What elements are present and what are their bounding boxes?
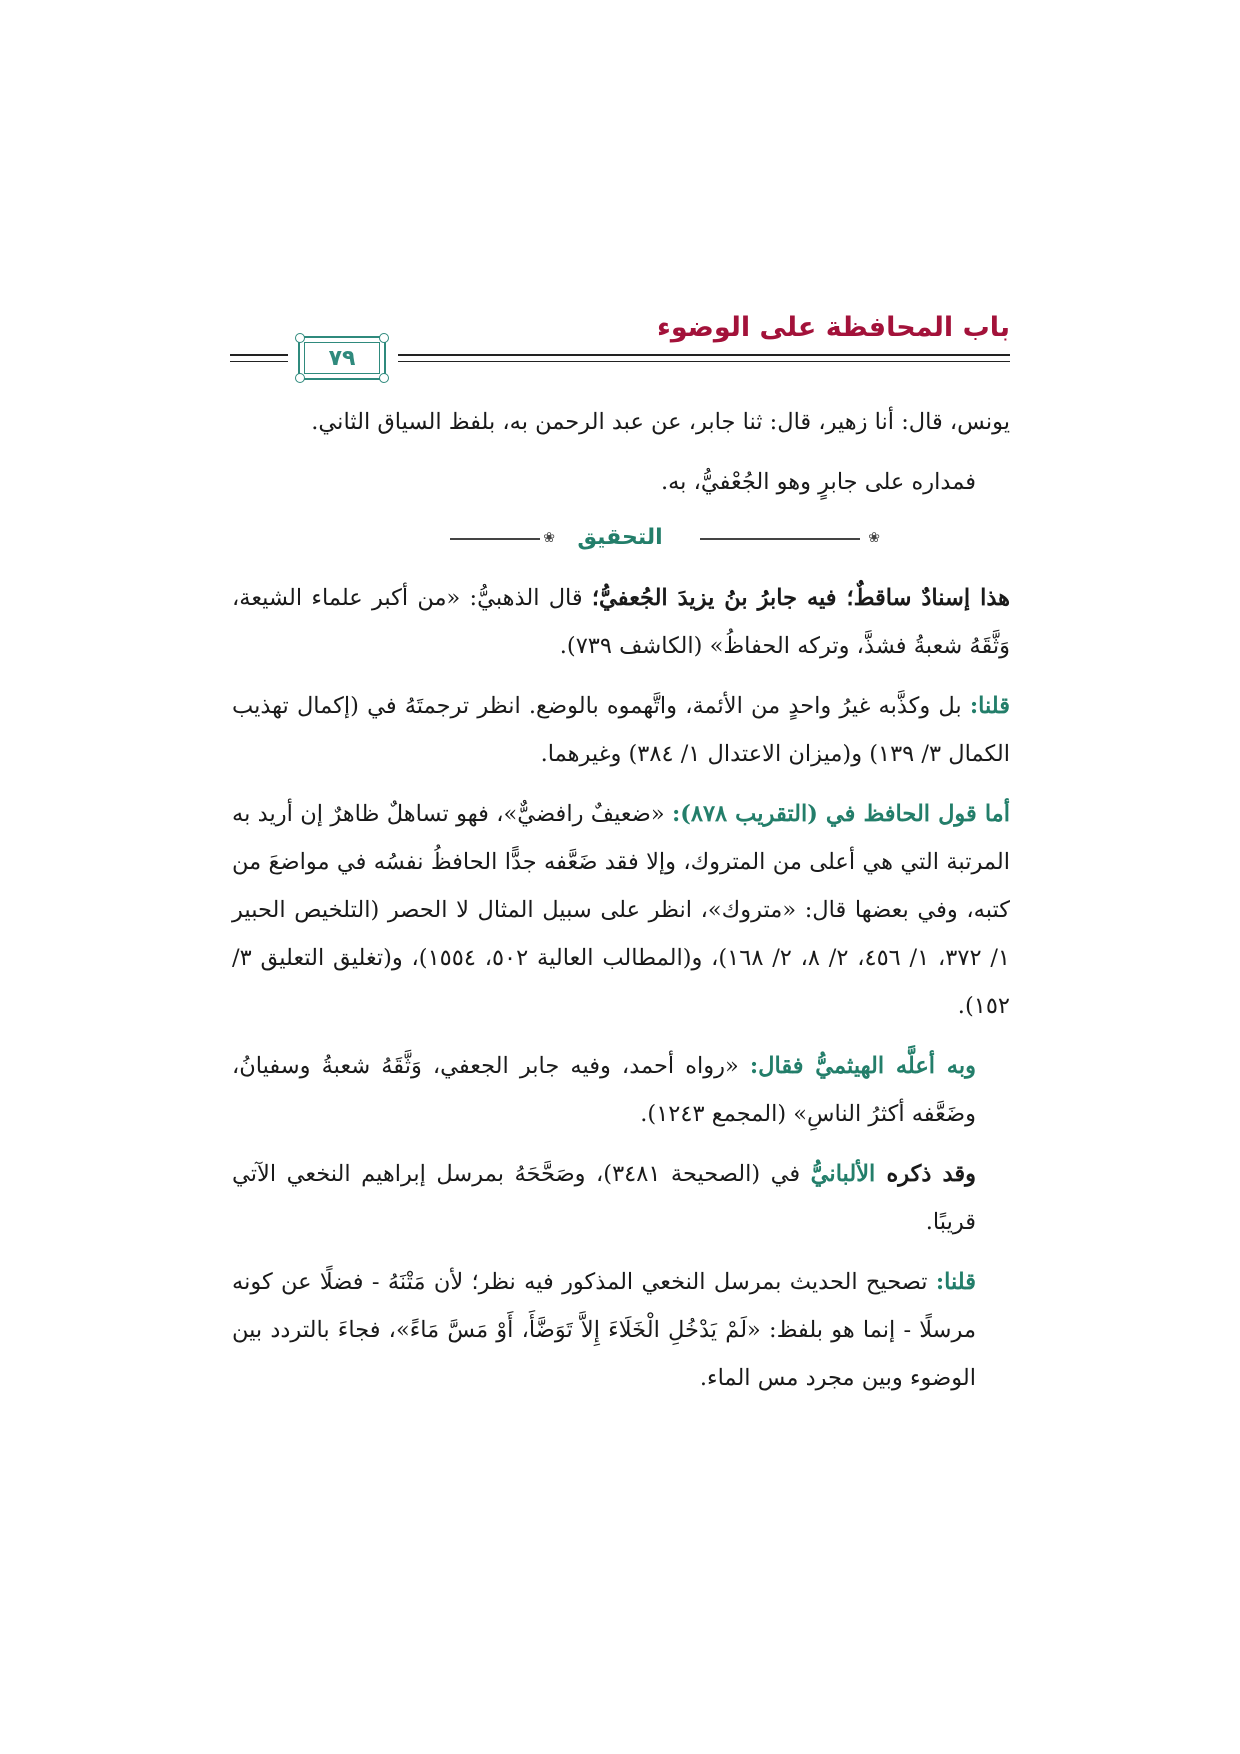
flourish-right-icon: ❀ [868,530,880,546]
paragraph-conclusion [232,1258,1010,1402]
paragraph-hafiz [232,790,1010,1030]
section-divider [232,518,1010,558]
section-title: التحقيق [577,525,663,550]
paragraph-text: «ضعيفٌ رافضيٌّ»، فهو تساهلٌ ظاهرٌ إن أريد به المرتبة التي هي أعلى من المتروك، وإلا فقد ضَعَّفه جدًّا الحافظُ نفسُه في مواضعَ من كتبه، وفي بعضها قال: «متروك»، انظر على سبيل المثال لا الحصر (التلخيص الحبير ١/ ٣٧٢، ١/ ٤٥٦، ٢/ ٨، ٢/ ١٦٨)، و(المطالب العالية ٥٠٢، ١٥٥٤)، و(تغليق التعليق ٣/ ١٥٢). [232,801,1010,1019]
page-number-badge [298,336,386,380]
paragraph-albani [232,1150,1010,1246]
flourish-left-icon: ❀ [543,530,555,546]
paragraph-text: «رواه أحمد، وفيه جابر الجعفي، وَثَّقَهُ شعبةُ وسفيانُ، وضَعَّفه أكثرُ الناسِ» (المجمع ١٢٤٣). [232,1053,976,1127]
paragraph-lead: قلنا: [935,1269,976,1295]
header-rule-left-top [230,354,288,356]
page-header [230,312,1010,382]
paragraph-comment [232,682,1010,778]
paragraph-text: بل وكذَّبه غيرُ واحدٍ من الأئمة، واتَّهموه بالوضع. انظر ترجمتَهُ في (إكمال تهذيب الكمال ٣/ ١٣٩) و(ميزان الاعتدال ١/ ٣٨٤) وغيرهما. [232,693,1010,767]
badge-ornament-icon [379,373,389,383]
header-rule-left-bottom [230,361,288,362]
paragraph-text: في (الصحيحة ٣٤٨١)، وصَحَّحَهُ بمرسل إبراهيم النخعي الآتي قريبًا. [232,1161,976,1235]
page-number: ٧٩ [304,342,380,374]
paragraph-text: تصحيح الحديث بمرسل النخعي المذكور فيه نظر؛ لأن مَتْنَهُ - فضلًا عن كونه مرسلًا - إنما هو بلفظ: «لَمْ يَدْخُلِ الْخَلَاءَ إِلاَّ تَوَضَّأَ، أَوْ مَسَّ مَاءً»، فجاءَ بالتردد بين الوضوء وبين مجرد مس الماء. [232,1269,976,1391]
chapter-title: باب المحافظة على الوضوء [657,312,1010,343]
paragraph-lead: وبه أعلَّه الهيثميُّ فقال: [749,1053,977,1079]
paragraph-text: قال الذهبيُّ: «من أكبر علماء الشيعة، وَثَّقَهُ شعبةُ فشذَّ، وتركه الحفاظُ» (الكاشف ٧٣٩). [232,585,1010,659]
paragraph-lead: قلنا: [969,693,1010,719]
paragraph-isnad [232,574,1010,670]
paragraph-continuation: يونس، قال: أنا زهير، قال: ثنا جابر، عن عبد الرحمن به، بلفظ السياق الثاني. [311,409,1010,435]
paragraph-lead: أما قول الحافظ في (التقريب ٨٧٨): [671,801,1010,827]
paragraph-summary: فمداره على جابرٍ وهو الجُعْفيُّ، به. [660,469,976,495]
paragraph-lead: هذا إسنادٌ ساقطٌ؛ فيه جابرُ بنُ يزيدَ الجُعفيُّ؛ [591,585,1010,611]
divider-line-right [700,538,860,540]
header-rule-right-bottom [398,361,1010,362]
divider-line-left [450,538,540,540]
page-body [232,398,1010,1414]
paragraph-lead: وقد ذكره [875,1161,976,1187]
badge-ornament-icon [379,333,389,343]
badge-ornament-icon [295,373,305,383]
paragraph-lead-name: الألبانيُّ [810,1161,876,1187]
header-rule-right-top [398,354,1010,356]
paragraph-haythami [232,1042,1010,1138]
